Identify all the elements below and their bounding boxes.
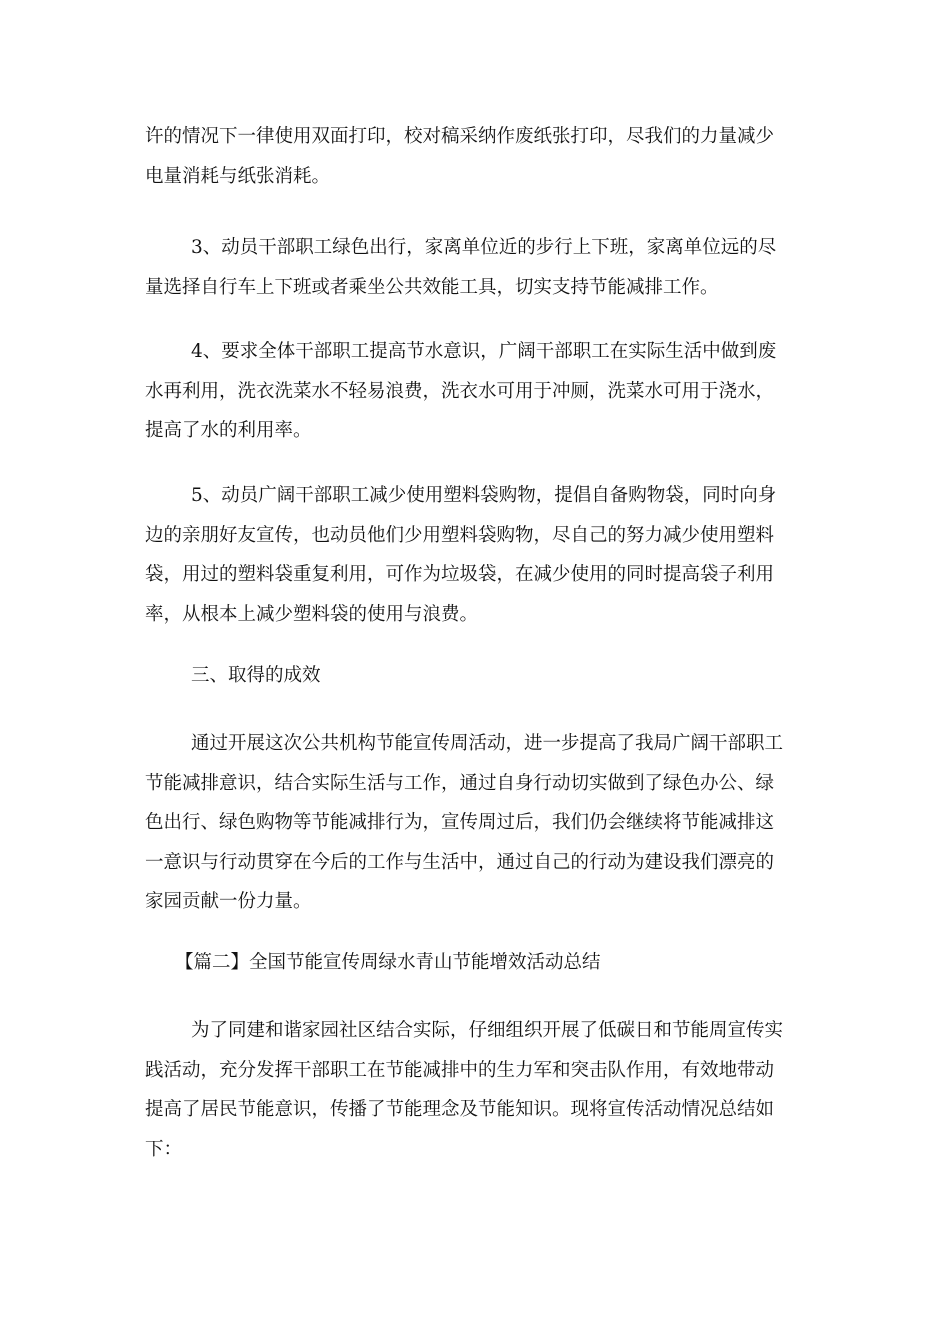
paragraph-results bbox=[145, 724, 810, 922]
text-line: 水再利用，洗衣洗菜水不轻易浪费，洗衣水可用于冲厕，洗菜水可用于浇水， bbox=[145, 380, 775, 402]
text-line: 家园贡献一份力量。 bbox=[145, 891, 312, 912]
section-heading-results bbox=[145, 656, 810, 696]
text-line: 【篇二】全国节能宣传周绿水青山节能增效活动总结 bbox=[175, 952, 601, 973]
text-line: 3、动员干部职工绿色出行，家离单位近的步行上下班，家离单位远的尽 bbox=[191, 237, 777, 258]
paragraph-item-3 bbox=[145, 228, 810, 307]
text-line: 5、动员广阔干部职工减少使用塑料袋购物，提倡自备购物袋，同时向身 bbox=[191, 485, 777, 506]
text-line: 量选择自行车上下班或者乘坐公共效能工具，切实支持节能减排工作。 bbox=[145, 276, 719, 298]
paragraph-part-two-intro bbox=[145, 1011, 810, 1169]
text-line: 一意识与行动贯穿在今后的工作与生活中，通过自己的行动为建设我们漂亮的 bbox=[145, 851, 775, 873]
text-line: 边的亲朋好友宣传，也动员他们少用塑料袋购物，尽自己的努力减少使用塑料 bbox=[145, 524, 775, 546]
text-line: 下： bbox=[145, 1138, 183, 1160]
text-line: 为了同建和谐家园社区结合实际，仔细组织开展了低碳日和节能周宣传实 bbox=[191, 1020, 784, 1041]
text-line: 4、要求全体干部职工提高节水意识，广阔干部职工在实际生活中做到废 bbox=[191, 341, 777, 362]
text-line: 袋，用过的塑料袋重复利用，可作为垃圾袋，在减少使用的同时提高袋子利用 bbox=[145, 564, 775, 585]
section-heading-part-two bbox=[145, 943, 810, 983]
paragraph-item-4 bbox=[145, 332, 810, 451]
text-line: 色出行、绿色购物等节能减排行为，宣传周过后，我们仍会继续将节能减排这 bbox=[145, 812, 775, 833]
text-line: 践活动，充分发挥干部职工在节能减排中的生力军和突击队作用，有效地带动 bbox=[145, 1059, 775, 1081]
text-line: 提高了水的利用率。 bbox=[145, 420, 312, 441]
text-line: 通过开展这次公共机构节能宣传周活动，进一步提高了我局广阔干部职工 bbox=[191, 733, 784, 754]
paragraph-print-saving bbox=[145, 117, 810, 196]
text-line: 率，从根本上减少塑料袋的使用与浪费。 bbox=[145, 603, 479, 625]
text-line: 许的情况下一律使用双面打印，校对稿采纳作废纸张打印，尽我们的力量减少 bbox=[145, 126, 775, 147]
text-line: 节能减排意识，结合实际生活与工作，通过自身行动切实做到了绿色办公、绿 bbox=[145, 772, 775, 794]
paragraph-item-5 bbox=[145, 476, 810, 634]
text-line: 电量消耗与纸张消耗。 bbox=[145, 165, 331, 187]
text-line: 三、取得的成效 bbox=[191, 665, 321, 686]
text-line: 提高了居民节能意识，传播了节能理念及节能知识。现将宣传活动情况总结如 bbox=[145, 1099, 775, 1120]
